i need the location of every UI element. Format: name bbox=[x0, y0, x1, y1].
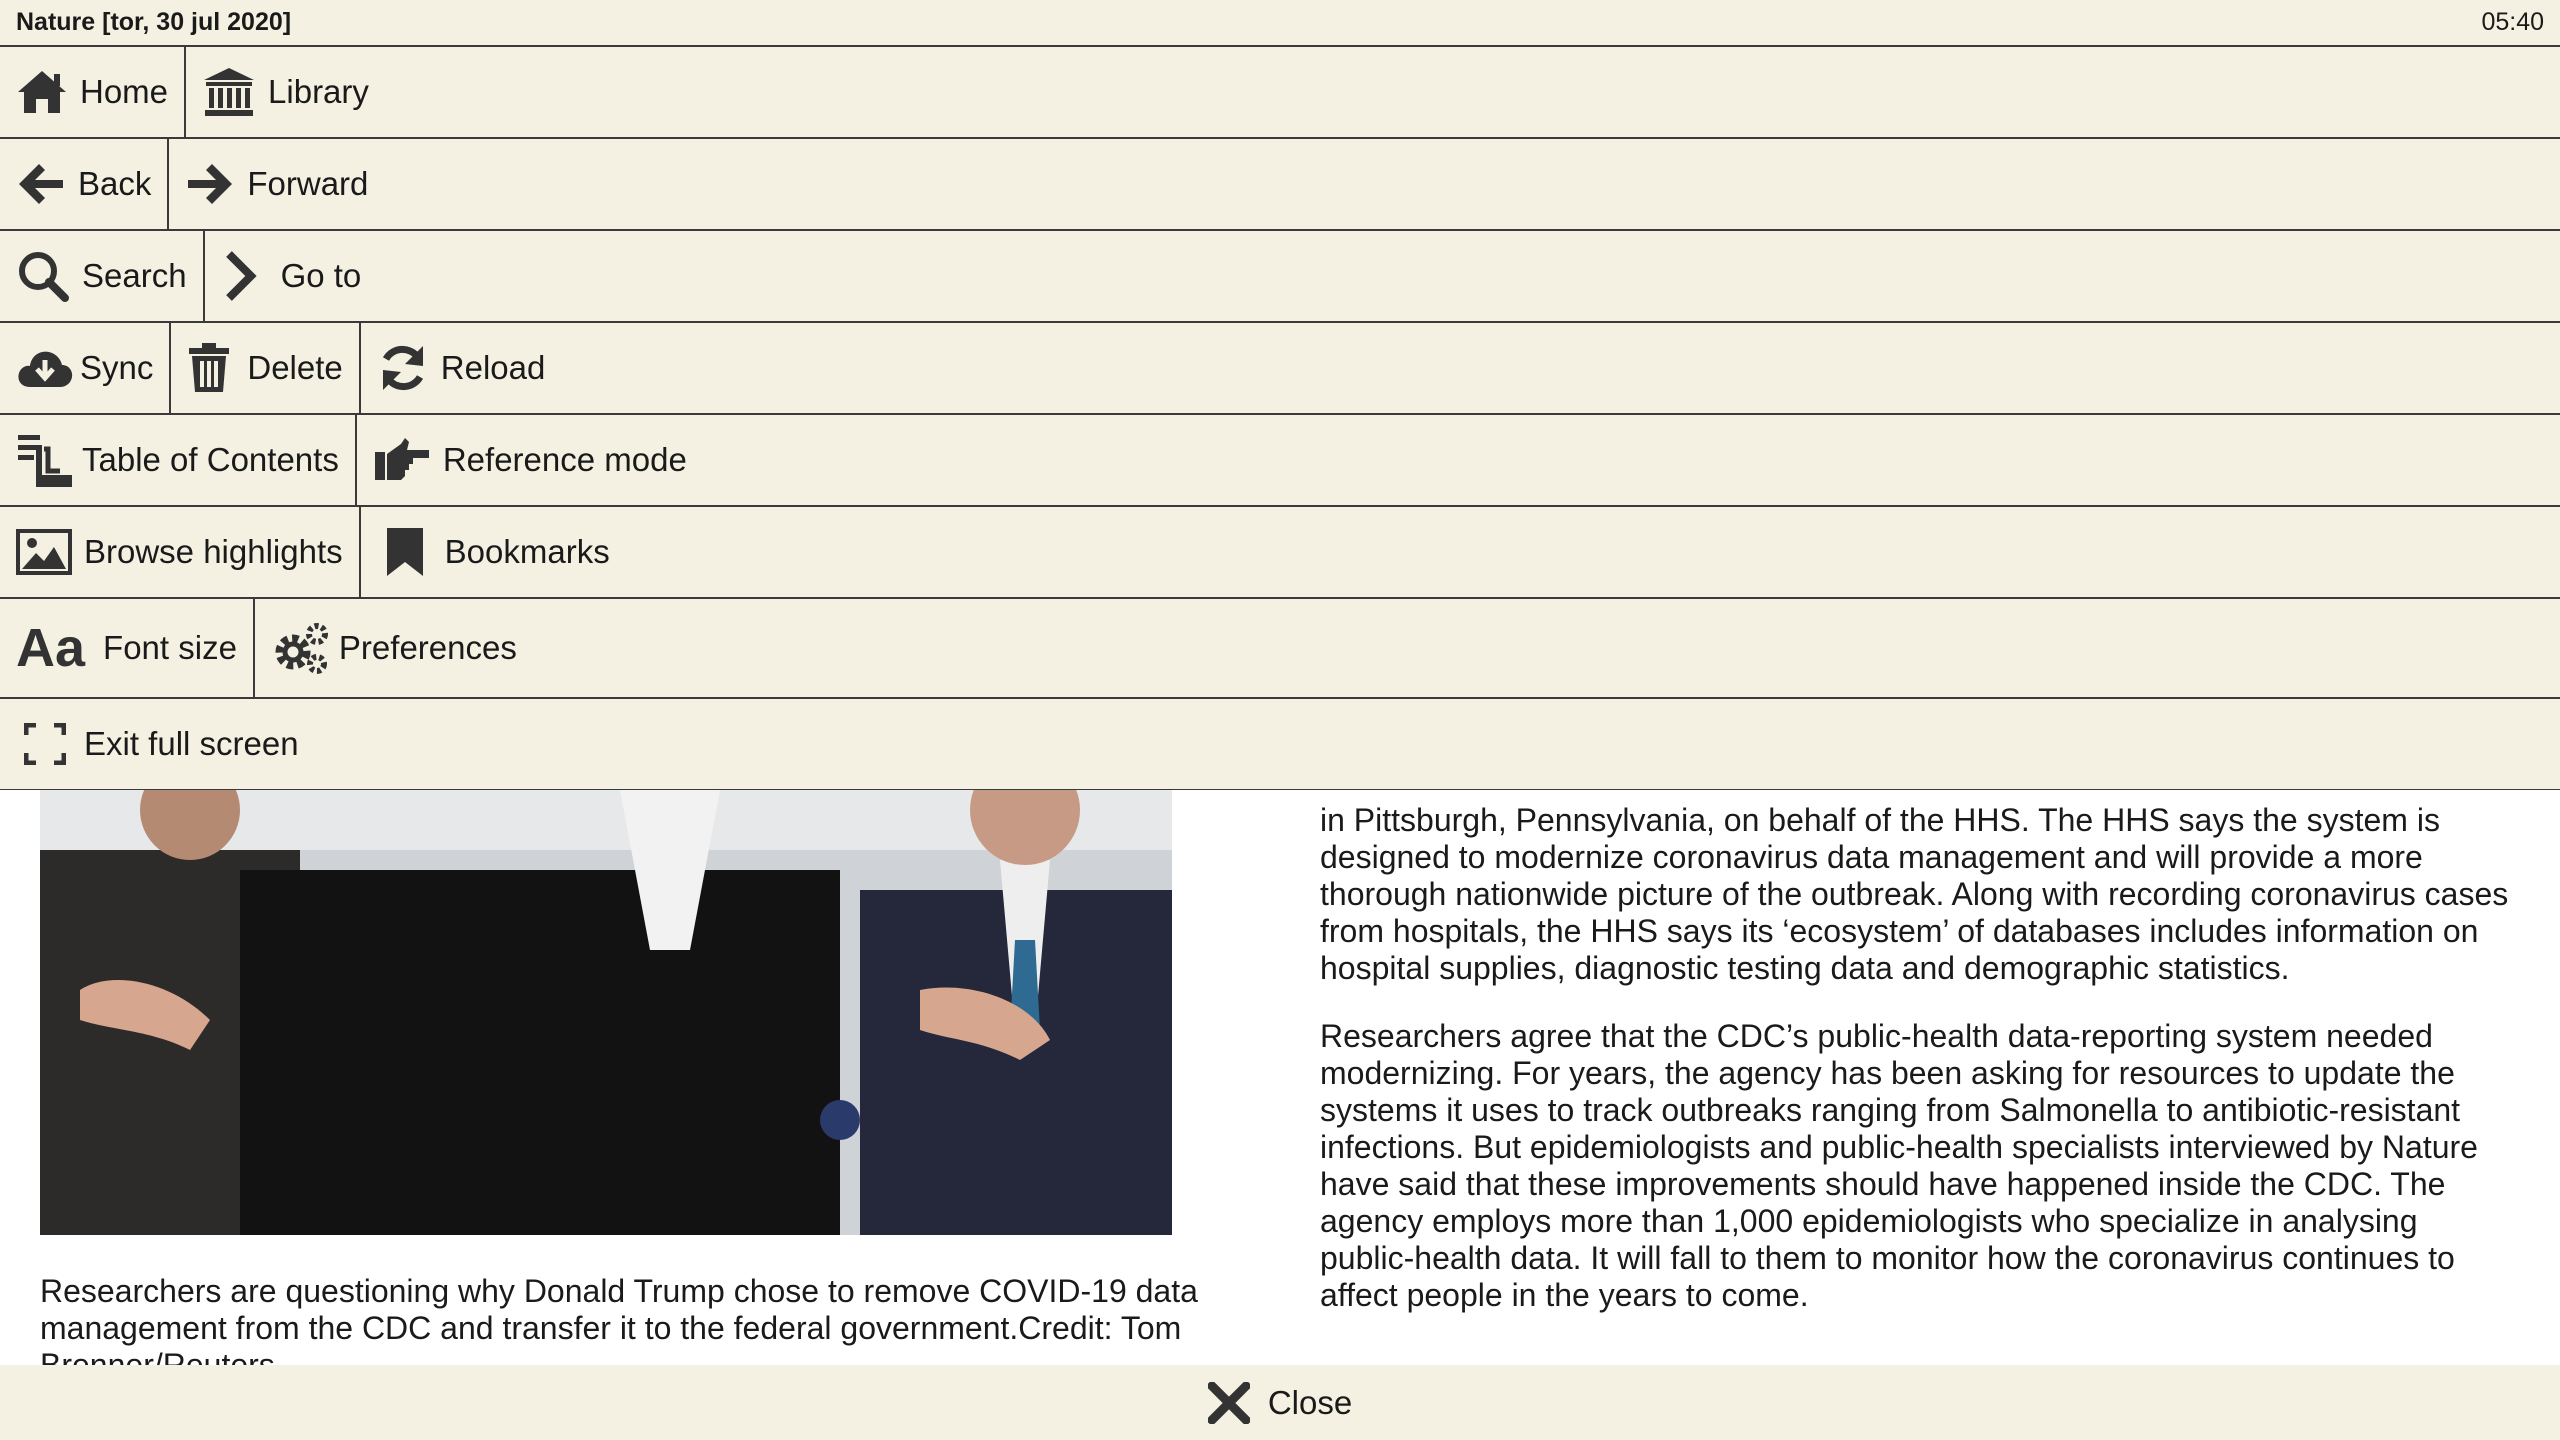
sync-label: Sync bbox=[80, 349, 154, 386]
cloud-download-icon bbox=[16, 345, 74, 391]
chevron-right-icon bbox=[221, 250, 261, 302]
font-size-icon: Aa bbox=[16, 618, 86, 678]
back-button[interactable] bbox=[0, 139, 169, 229]
paragraph: Researchers agree that the CDC’s public-health data-reporting system needed modernizing. For years, the agency has been asking for resources to update the systems it uses to track outbreaks ranging from Salmonella to antibiotic-resistant infections. But epidemiologists and public-health specialists interviewed by Nature have said that these improvements should have happened inside the CDC. The agency employs more than 1,000 epidemiologists who specialize in analysing public-health data. It will fall to them to monitor how the coronavirus continues to affect people in the years to come. bbox=[1320, 1018, 2478, 1313]
goto-label: Go to bbox=[280, 257, 362, 294]
clock: 05:40 bbox=[2481, 8, 2544, 36]
browse-highlights-label: Browse highlights bbox=[84, 533, 343, 570]
paragraph: in Pittsburgh, Pennsylvania, on behalf of the HHS. The HHS says the system is designed to modernize coronavirus data management and will provide a more thorough nationwide picture of the outbreak. Along with recording coronavirus cases from hospitals, the HHS says its ‘ecosystem’ of databases includes information on hospital supplies, diagnostic testing data and demographic statistics. bbox=[1320, 802, 2509, 986]
article-content bbox=[0, 790, 2560, 1365]
forward-button[interactable] bbox=[169, 139, 384, 229]
menu-row-1 bbox=[0, 47, 2560, 139]
browse-highlights-button[interactable] bbox=[0, 507, 361, 597]
reader-menu bbox=[0, 47, 2560, 791]
toc-button[interactable] bbox=[0, 415, 357, 505]
bookmark-icon bbox=[385, 526, 425, 578]
arrow-left-icon bbox=[16, 161, 66, 207]
back-label: Back bbox=[78, 165, 152, 202]
refresh-icon bbox=[377, 342, 429, 394]
preferences-label: Preferences bbox=[338, 629, 517, 666]
fullscreen-exit-icon bbox=[24, 723, 66, 765]
goto-button[interactable] bbox=[205, 231, 378, 321]
bookmarks-label: Bookmarks bbox=[444, 533, 610, 570]
toc-label: Table of Contents bbox=[82, 441, 339, 478]
menu-row-3 bbox=[0, 231, 2560, 323]
library-label: Library bbox=[268, 73, 369, 110]
reference-mode-label: Reference mode bbox=[442, 441, 687, 478]
library-button[interactable] bbox=[186, 47, 385, 137]
image-icon bbox=[16, 529, 72, 575]
article-text bbox=[1320, 802, 2520, 1345]
menu-row-2 bbox=[0, 139, 2560, 231]
search-label: Search bbox=[82, 257, 187, 294]
search-icon bbox=[16, 249, 70, 303]
preferences-button[interactable] bbox=[255, 599, 533, 697]
close-button[interactable] bbox=[0, 1365, 2560, 1440]
book-title: Nature [tor, 30 jul 2020] bbox=[16, 8, 292, 36]
status-bar bbox=[0, 0, 2560, 47]
menu-row-6 bbox=[0, 507, 2560, 599]
close-label: Close bbox=[1267, 1383, 1353, 1421]
reload-button[interactable] bbox=[361, 323, 562, 413]
library-icon bbox=[202, 66, 256, 118]
delete-button[interactable] bbox=[171, 323, 360, 413]
gears-icon bbox=[271, 620, 331, 676]
search-button[interactable] bbox=[0, 231, 205, 321]
menu-row-4 bbox=[0, 323, 2560, 415]
exit-fullscreen-label: Exit full screen bbox=[84, 725, 299, 762]
reference-mode-button[interactable] bbox=[357, 415, 703, 505]
pointing-hand-icon bbox=[373, 436, 431, 484]
close-icon bbox=[1208, 1382, 1250, 1424]
sync-button[interactable] bbox=[0, 323, 171, 413]
table-of-contents-icon bbox=[16, 431, 74, 489]
home-button[interactable] bbox=[0, 47, 186, 137]
menu-row-7 bbox=[0, 599, 2560, 699]
article-photo bbox=[40, 790, 1172, 1235]
menu-row-8 bbox=[0, 699, 2560, 791]
home-icon bbox=[16, 68, 68, 116]
font-size-button[interactable] bbox=[0, 599, 255, 697]
home-label: Home bbox=[80, 73, 169, 110]
reload-label: Reload bbox=[440, 349, 546, 386]
forward-label: Forward bbox=[247, 165, 369, 202]
trash-icon bbox=[187, 342, 231, 394]
font-size-label: Font size bbox=[103, 629, 237, 666]
bookmarks-button[interactable] bbox=[361, 507, 626, 597]
menu-row-5 bbox=[0, 415, 2560, 507]
exit-fullscreen-button[interactable] bbox=[0, 699, 315, 789]
arrow-right-icon bbox=[185, 161, 235, 207]
photo-caption: Researchers are questioning why Donald Trump chose to remove COVID-19 data management from the CDC and transfer it to the federal government.Credit: Tom bbox=[40, 1273, 1198, 1346]
delete-label: Delete bbox=[247, 349, 343, 386]
